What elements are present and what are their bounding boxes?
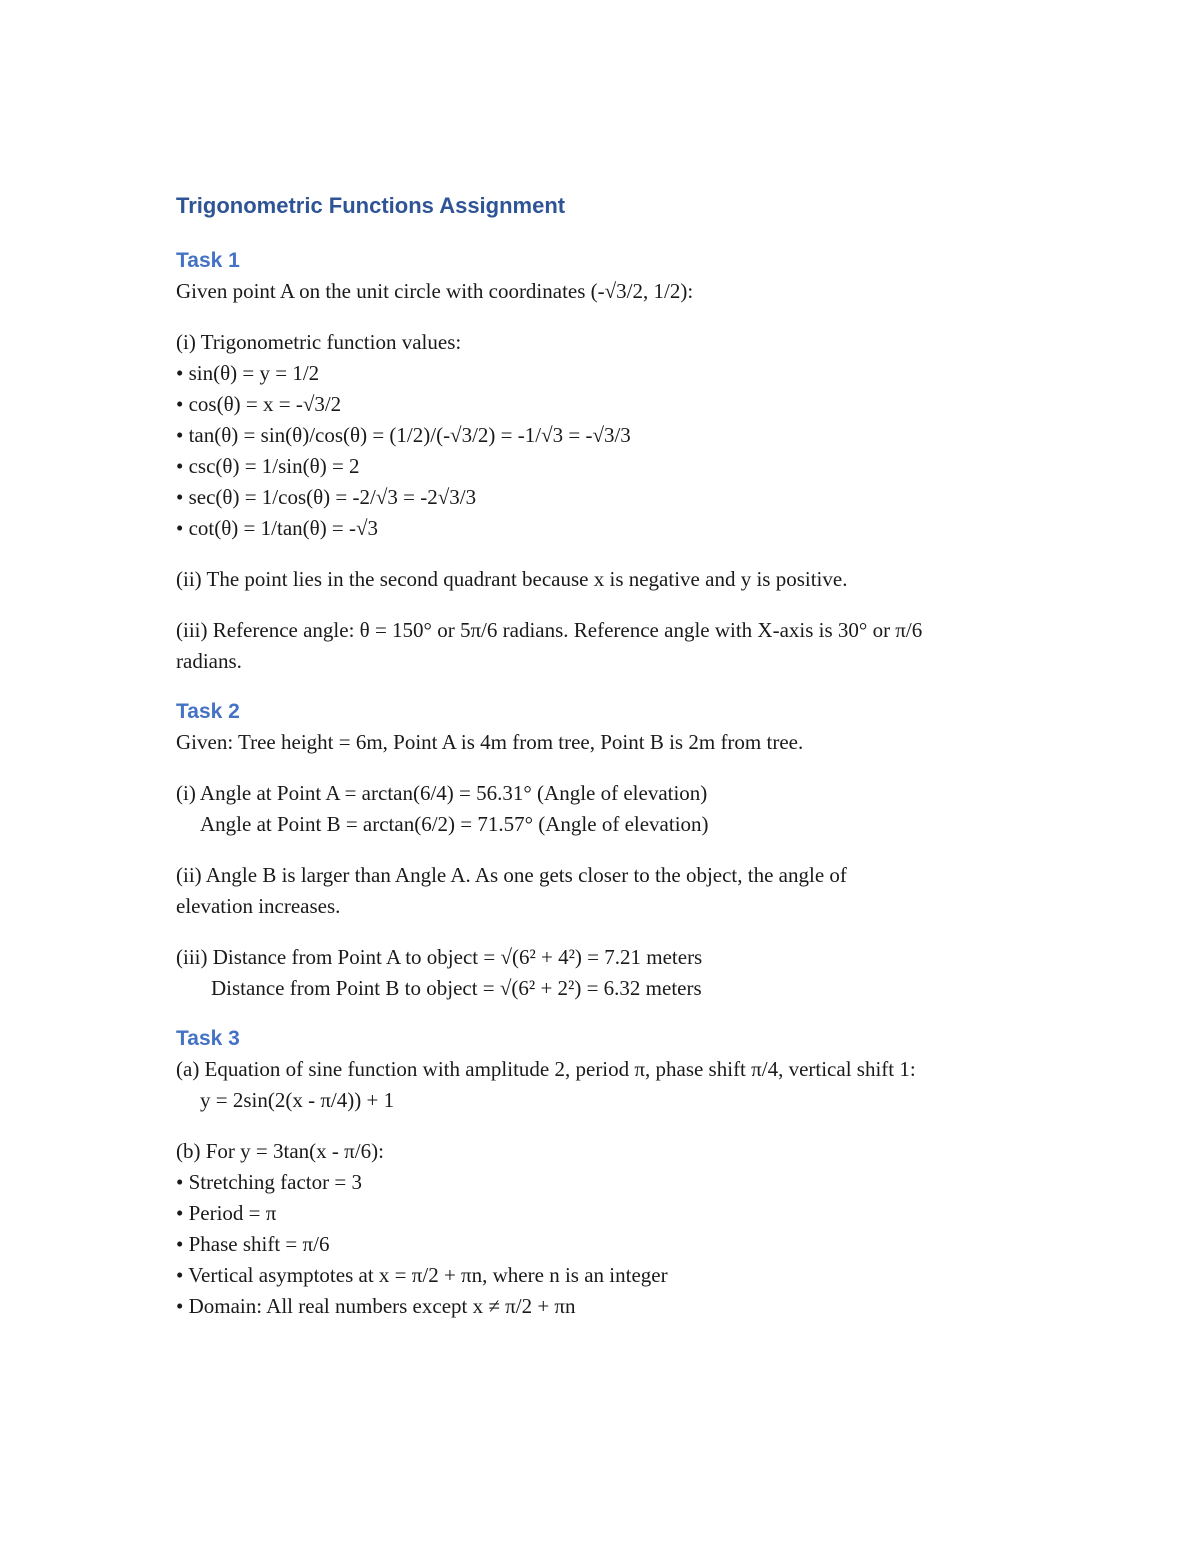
task3-item-phase-shift: • Phase shift = π/6 <box>176 1232 330 1256</box>
task3-part-a <box>176 1054 1036 1116</box>
task3-part-b-label: (b) For y = 3tan(x - π/6): <box>176 1139 384 1163</box>
task1-part-ii-text: (ii) The point lies in the second quadrant because x is negative and y is positive. <box>176 567 848 591</box>
task2-part-ii <box>176 860 1036 922</box>
document-body <box>176 190 1036 1342</box>
task2-part-i <box>176 778 1036 840</box>
task3-item-stretching-factor: • Stretching factor = 3 <box>176 1170 362 1194</box>
task1-section <box>176 246 1036 677</box>
task3-item-domain: • Domain: All real numbers except x ≠ π/2 + πn <box>176 1294 576 1318</box>
task2-section <box>176 697 1036 1004</box>
task3-part-a-line1: (a) Equation of sine function with amplitude 2, period π, phase shift π/4, vertical shift 1: <box>176 1057 916 1081</box>
task2-part-iii-line2: Distance from Point B to object = √(6² + 2²) = 6.32 meters <box>211 976 702 1000</box>
task1-heading: Task 1 <box>176 249 240 272</box>
task1-value-csc: • csc(θ) = 1/sin(θ) = 2 <box>176 454 360 478</box>
task1-intro-text: Given point A on the unit circle with coordinates (-√3/2, 1/2): <box>176 279 694 303</box>
task1-part-iii-line2: radians. <box>176 649 242 673</box>
task1-part-i-label: (i) Trigonometric function values: <box>176 330 462 354</box>
task2-part-i-line2: Angle at Point B = arctan(6/2) = 71.57° (Angle of elevation) <box>200 812 709 836</box>
task1-value-tan: • tan(θ) = sin(θ)/cos(θ) = (1/2)/(-√3/2) = -1/√3 = -√3/3 <box>176 423 631 447</box>
task1-part-iii <box>176 615 1036 677</box>
task3-section <box>176 1024 1036 1322</box>
task1-value-cot: • cot(θ) = 1/tan(θ) = -√3 <box>176 516 379 540</box>
task3-part-a-equation: y = 2sin(2(x - π/4)) + 1 <box>200 1088 395 1112</box>
task2-part-ii-line1: (ii) Angle B is larger than Angle A. As one gets closer to the object, the angle of <box>176 863 847 887</box>
task1-part-iii-line1: (iii) Reference angle: θ = 150° or 5π/6 radians. Reference angle with X-axis is 30° or π/6 <box>176 618 923 642</box>
task1-value-cos: • cos(θ) = x = -√3/2 <box>176 392 342 416</box>
task2-given <box>176 727 1036 758</box>
task2-part-ii-line2: elevation increases. <box>176 894 341 918</box>
task1-part-ii <box>176 564 1036 595</box>
task3-heading: Task 3 <box>176 1027 240 1050</box>
task1-value-sin: • sin(θ) = y = 1/2 <box>176 361 320 385</box>
document-title: Trigonometric Functions Assignment <box>176 193 566 218</box>
task2-part-iii <box>176 942 1036 1004</box>
task3-part-b <box>176 1136 1036 1322</box>
task2-part-iii-line1: (iii) Distance from Point A to object = √(6² + 4²) = 7.21 meters <box>176 945 703 969</box>
task2-given-text: Given: Tree height = 6m, Point A is 4m from tree, Point B is 2m from tree. <box>176 730 804 754</box>
task3-item-period: • Period = π <box>176 1201 277 1225</box>
task1-value-sec: • sec(θ) = 1/cos(θ) = -2/√3 = -2√3/3 <box>176 485 477 509</box>
task2-heading: Task 2 <box>176 700 240 723</box>
task1-part-i <box>176 327 1036 544</box>
task1-intro <box>176 276 1036 307</box>
task3-item-asymptotes: • Vertical asymptotes at x = π/2 + πn, where n is an integer <box>176 1263 668 1287</box>
task2-part-i-line1: (i) Angle at Point A = arctan(6/4) = 56.31° (Angle of elevation) <box>176 781 708 805</box>
